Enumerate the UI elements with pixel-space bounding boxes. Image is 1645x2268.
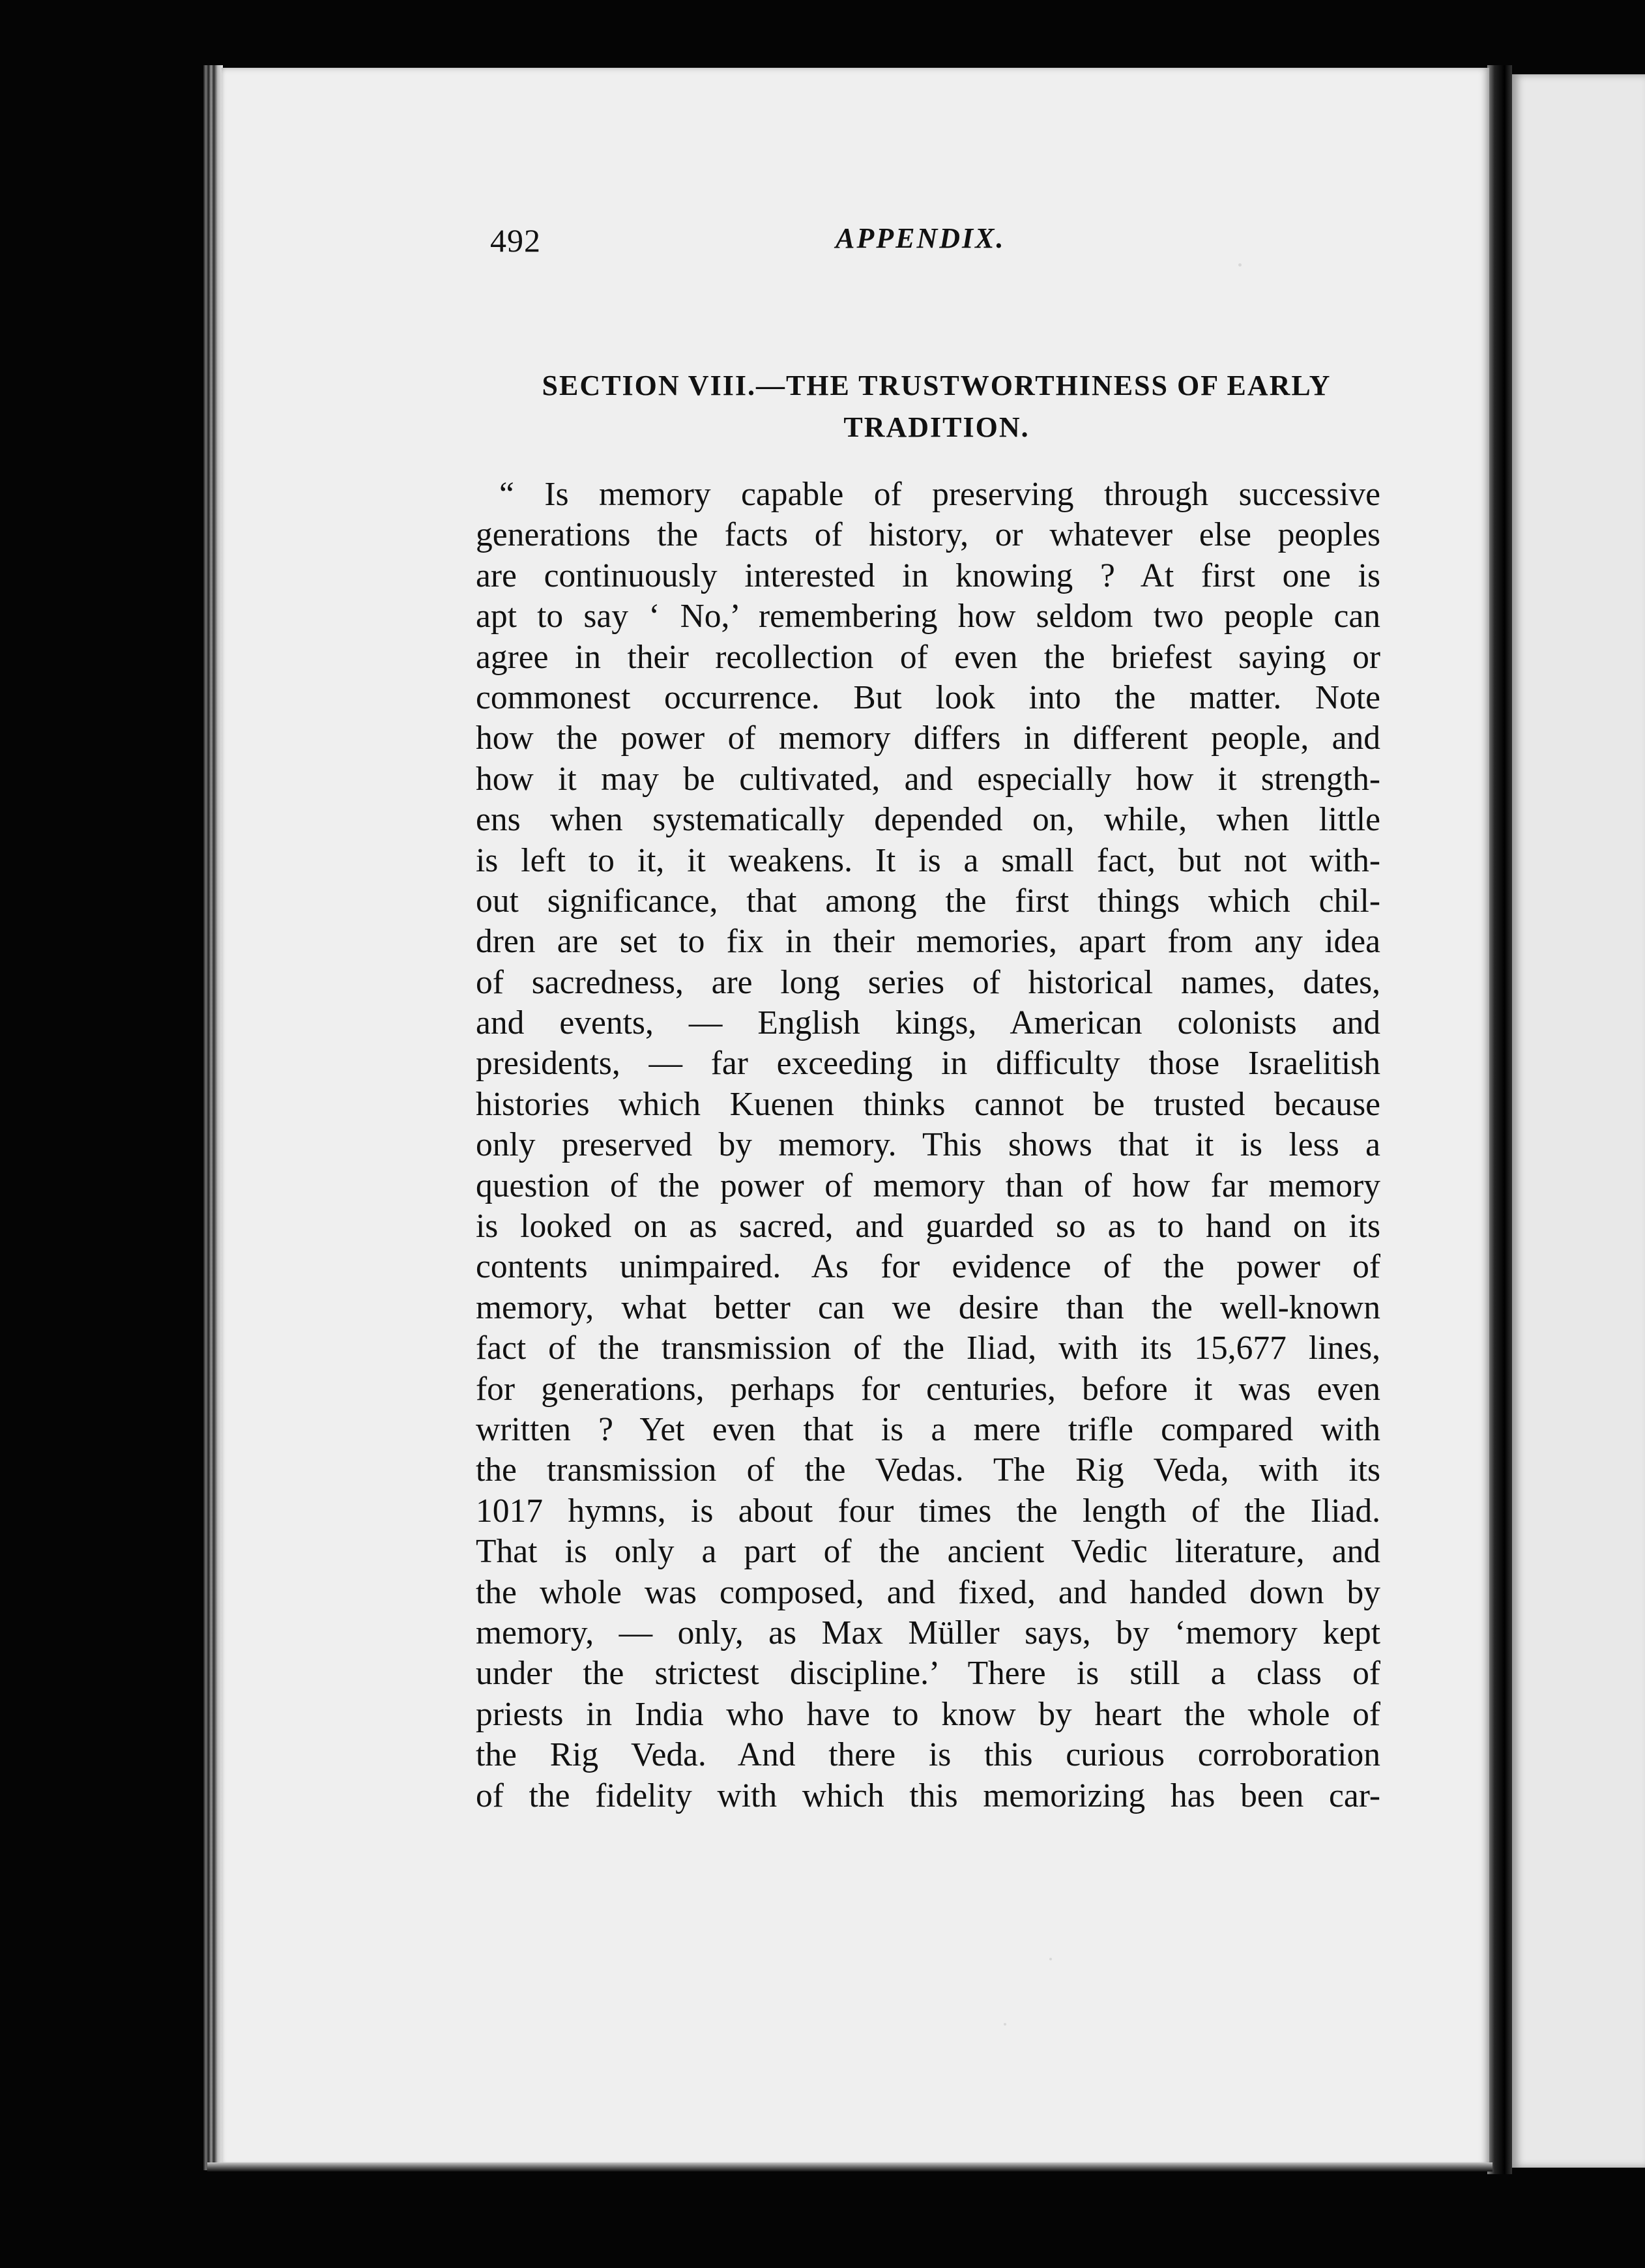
body-line: memory, what better can we desire than the well-known [476, 1288, 1380, 1326]
book-edge [203, 65, 223, 2170]
body-paragraph [476, 474, 1380, 1816]
body-line: the whole was composed, and fixed, and handed down by [476, 1573, 1380, 1611]
body-line: of the fidelity with which this memorizing has been car- [476, 1777, 1380, 1814]
body-line: under the strictest discipline.’ There is still a class of [476, 1655, 1380, 1693]
body-line: are continuously interested in knowing ? At first one is [476, 557, 1380, 594]
section-title [490, 365, 1383, 448]
body-line: written ? Yet even that is a mere trifle compared with [476, 1410, 1380, 1448]
paper-speck [1004, 2023, 1006, 2026]
section-title-line-2: TRADITION. [843, 411, 1030, 443]
body-line: histories which Kuenen thinks cannot be trusted because [476, 1085, 1380, 1123]
body-line: is looked on as sacred, and guarded so as to hand on its [476, 1208, 1380, 1245]
body-line: generations the facts of history, or whatever else peoples [476, 516, 1380, 554]
body-line: of sacredness, are long series of historical names, dates, [476, 963, 1380, 1001]
body-line: dren are set to fix in their memories, apart from any idea [476, 923, 1380, 961]
page-header [490, 222, 1376, 267]
body-line: for generations, perhaps for centuries, before it was even [476, 1370, 1380, 1408]
body-line: how the power of memory differs in different people, and [476, 720, 1380, 757]
page-number: 492 [490, 222, 541, 259]
body-line: how it may be cultivated, and especially how it strength- [476, 760, 1380, 798]
body-line: memory, — only, as Max Müller says, by ‘memory kept [476, 1614, 1380, 1651]
body-line: only preserved by memory. This shows that it is less a [476, 1126, 1380, 1164]
body-line: That is only a part of the ancient Vedic literature, and [476, 1533, 1380, 1571]
body-line: fact of the transmission of the Iliad, with its 15,677 lines, [476, 1330, 1380, 1367]
book-gutter [1487, 65, 1512, 2174]
facing-page-edge [1512, 74, 1645, 2168]
body-line: out significance, that among the first things which chil- [476, 882, 1380, 920]
body-line: apt to say ‘ No,’ remembering how seldom two people can [476, 598, 1380, 635]
body-line: ens when systematically depended on, while, when little [476, 801, 1380, 839]
page-bottom-edge [207, 2162, 1492, 2172]
body-line: is left to it, it weakens. It is a small fact, but not with- [476, 841, 1380, 879]
body-line: the Rig Veda. And there is this curious corroboration [476, 1736, 1380, 1774]
section-title-line-1: SECTION VIII.—THE TRUSTWORTHINESS OF EARLY [542, 370, 1332, 401]
body-line: question of the power of memory than of how far memory [476, 1167, 1380, 1204]
running-head: APPENDIX. [836, 222, 1006, 254]
body-line: 1017 hymns, is about four times the length of the Iliad. [476, 1492, 1380, 1530]
body-line: commonest occurrence. But look into the matter. Note [476, 678, 1380, 716]
body-line: priests in India who have to know by heart the whole of [476, 1695, 1380, 1733]
paper-speck [1049, 1958, 1052, 1960]
body-line: agree in their recollection of even the briefest saying or [476, 638, 1380, 676]
body-line: “ Is memory capable of preserving through successive [499, 476, 1380, 513]
body-line: presidents, — far exceeding in difficulty those Israelitish [476, 1045, 1380, 1083]
body-line: contents unimpaired. As for evidence of the power of [476, 1248, 1380, 1286]
body-line: and events, — English kings, American colonists and [476, 1004, 1380, 1042]
body-line: the transmission of the Vedas. The Rig Veda, with its [476, 1451, 1380, 1489]
